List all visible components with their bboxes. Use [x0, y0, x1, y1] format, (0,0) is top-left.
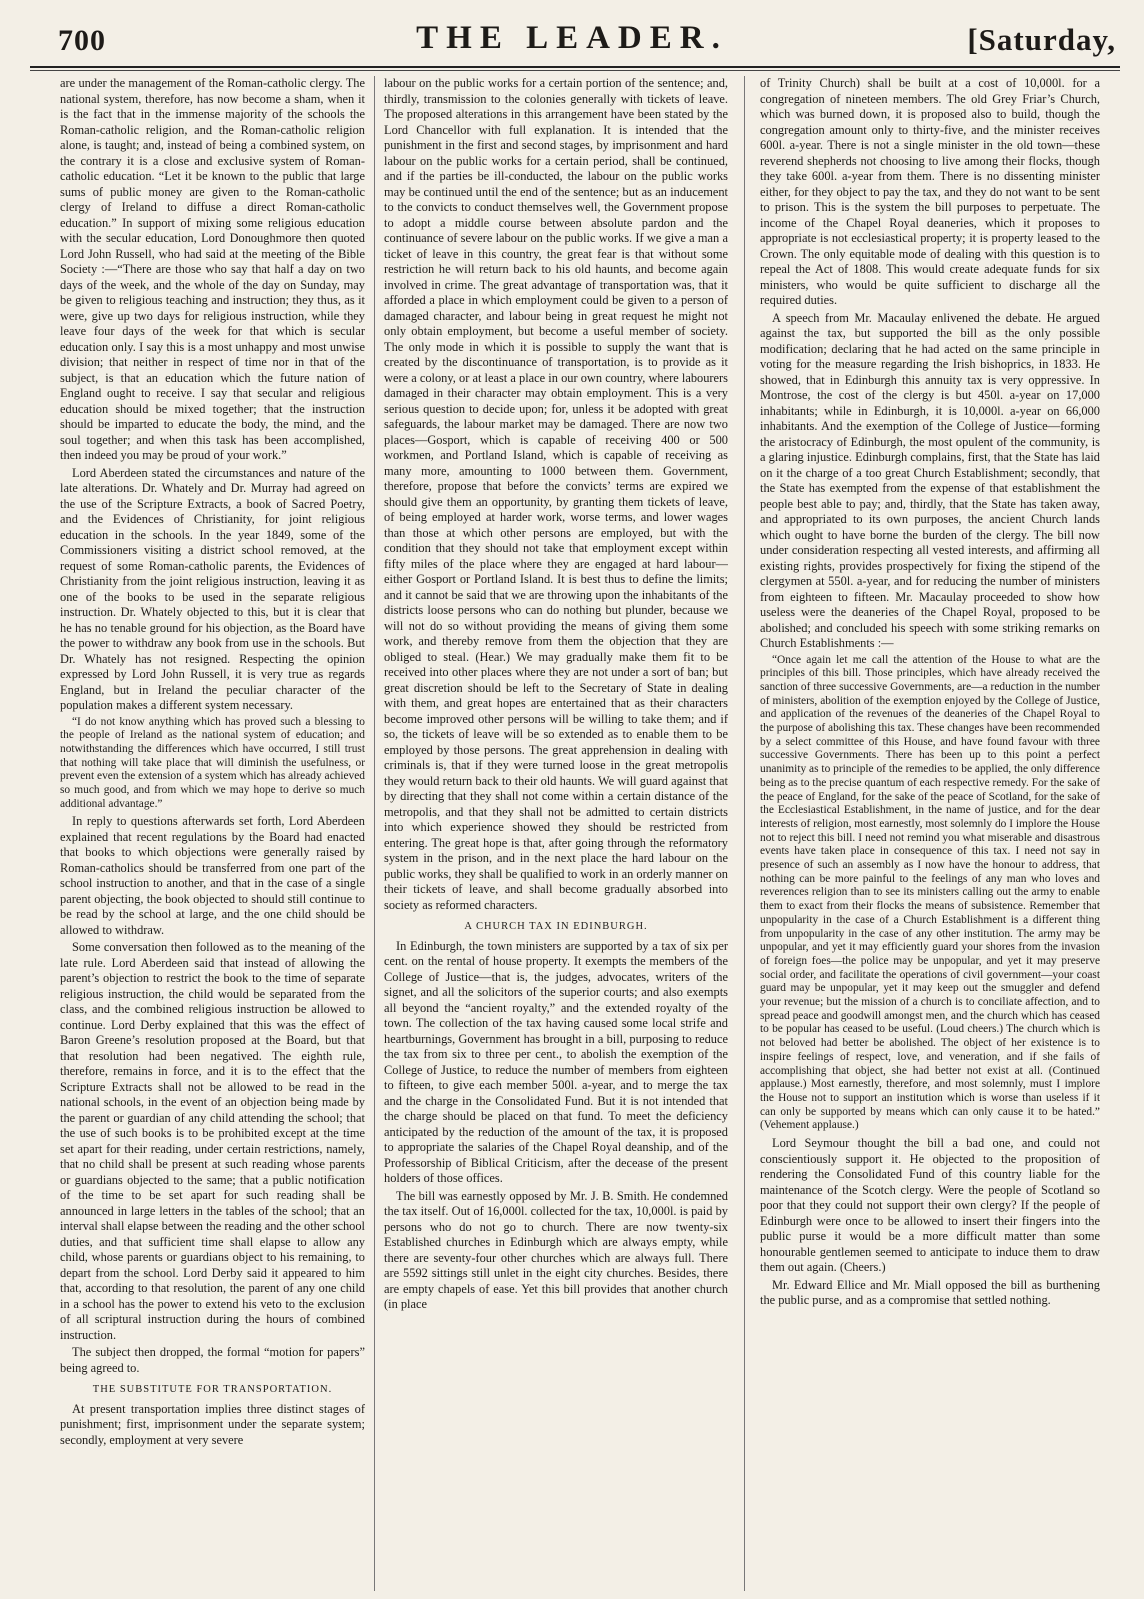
column-2: [384, 76, 728, 1594]
header-rule: [30, 66, 1120, 68]
paragraph: The subject then dropped, the formal “motion for papers” being agreed to.: [60, 1345, 365, 1375]
quotation: “I do not know anything which has proved such a blessing to the people of Ireland as the national system of education; and notwithstanding the differences which have occurred, I still trust that nothing will take place that will diminish the usefulness, or prevent even the extension of a system which has already achieved so much good, and from which we may hope to derive so much additional advantage.”: [60, 715, 365, 810]
paragraph: Lord Aberdeen stated the circumstances and nature of the late alterations. Dr. Whately and Dr. Murray had agreed on the use of the Scripture Extracts, a book of Sacred Poetry, and the Evidences of Christianity, for joint religious education in the schools. In the year 1849, some of the Commissioners visiting a district school removed, at the request of some Roman-catholic parents, the Evidences of Christianity from the joint religious instruction, leaving it as one of the books to be used in the separate religious instruction. Dr. Whately objected to this, but it is clear that he has no tenable ground for his objection, as the Board have the power to withdraw any book from use in the schools. But Dr. Whately has not resigned. Respecting the opinion expressed by Lord John Russell, it is very true as regards England, but in Ireland the peculiar character of the population makes a different system necessary.: [60, 465, 365, 712]
paragraph: The bill was earnestly opposed by Mr. J. B. Smith. He condemned the tax itself. Out of 16,000l. collected for the tax, 10,000l. is paid by persons who do not go to church. There are now twenty-six Established churches in Edinburgh which are always empty, while there are seventy-four other churches which are always full. There are 5592 sittings still unlet in the eight city churches. Besides, there are empty chapels of ease. Yet this bill provides that another church (in place: [384, 1188, 728, 1311]
paragraph: At present transportation implies three distinct stages of punishment; first, imprisonment under the separate system; secondly, employment at very severe: [60, 1401, 365, 1447]
quotation: “Once again let me call the attention of the House to what are the principles of this bill. Those principles, which have already received the sanction of three successive Governments, are—a reduction in the number of ministers, abolition of the exemption enjoyed by the College of Justice, and application of the revenues of the deaneries of the Chapel Royal to the purpose of abolishing this tax. These changes have been recommended by a select committee of this House, and have found favour with three successive Governments. There has been up to this point a perfect unanimity as to principle of the remedies to be applied, the only difference being as to the precise quantum of each respective remedy. For the sake of the peace of England, for the sake of the peace of Scotland, for the sake of the Ecclesiastical Establishment, in the name of justice, and for the dear interests of religion, most earnestly, most solemnly do I implore the House not to reject this bill. I need not remind you what miserable and disastrous events have taken place in consequence of this tax. I need not say in presence of such an assembly as I now have the honour to address, that nothing can be more painful to the feelings of any man who loves and reverences religion than to see its ministers calling out the army to enable them to exact from their flocks the means of subsistence. Remember that unpopularity in the case of a Church Establishment is a different thing from unpopularity in the case of any other institution. The army may be unpopular, and yet it may efficiently guard your shores from the invasion of foreign foes—the police may be unpopular, and yet it may preserve social order, and facilitate the operations of civil government—your coast guard may be unpopular, yet it may keep out the smuggler and defend your revenue; but the mission of a church is to conciliate affection, and to spread peace and goodwill amongst men, and the church which has ceased to be popular has ceased to be useful. (Loud cheers.) The church which is not beloved had better be abolished. The object of her existence is to inspire feelings of respect, love, and veneration, and if she fails of accomplishing that object, she had better not exist at all. (Continued applause.) Most earnestly, therefore, and most solemnly, must I implore the House not to support an institution which is worse than useless if it can only be supported by means which can only cause it to be hated.” (Vehement applause.): [760, 653, 1100, 1132]
paragraph: of Trinity Church) shall be built at a cost of 10,000l. for a congregation of nineteen members. The old Grey Friar’s Church, which was burned down, it is proposed also to build, though the congregation amount only to thirty-five, and the minister receives 600l. a-year. There is not a single minister in the old town—these reverend shepherds not choosing to live among their flocks, though they take 600l. a-year from them. There is no dissenting minister either, for they object to pay the tax, and they do not want to be sent to prison. This is the system the bill purposes to perpetuate. The income of the Chapel Royal deaneries, which it proposes to appropriate is not ecclesiastical property; it is property leased to the Crown. The only equitable mode of dealing with this question is to repeal the Act of 1808. This would create adequate funds for six ministers, who would be quite sufficient to discharge all the required duties.: [760, 76, 1100, 307]
paragraph: are under the management of the Roman-catholic clergy. The national system, therefore, has now become a sham, when it is the fact that in the immense majority of the schools the Roman-catholic religion, and the Roman-catholic religion alone, is taught; and, instead of being a combined system, on the contrary it is a close and exclusive system of Roman-catholic education. “Let it be known to the public that large sums of public money are given to the Roman-catholic clergy of Ireland to diffuse a direct Roman-catholic education.” In support of mixing some religious education with the secular education, Lord Donoughmore then quoted Lord John Russell, who had said at the meeting of the Bible Society :—“There are those who say that half a day on two days of the week, and the whole of the day on Sunday, may be given to religious teaching and instruction; they thus, as it were, give up two days for religious instruction, while they leave four days of the week for that which is secular education only. I say this is a most unhappy and most unwise division; that neither in respect of time nor in that of the subject, is that an education which the future nation of England ought to receive. I say that secular and religious education should be mixed together; that the instruction should be imparted to educate the body, the mind, and the soul together; and when this task has been accomplished, then indeed you may be proud of your work.”: [60, 76, 365, 462]
page-number: 700: [58, 24, 106, 57]
header-rule-thin: [30, 70, 1120, 71]
column-3: [760, 76, 1100, 1594]
page-header: [0, 0, 1144, 72]
paragraph: labour on the public works for a certain portion of the sentence; and, thirdly, transmission to the colonies generally with tickets of leave. The proposed alterations in this arrangement have been stated by the Lord Chancellor with full explanation. It is intended that the punishment in the first and second stages, by imprisonment and hard labour on the public works for a certain period, shall be continued, and if the parties be ill-conducted, the labour on the public works may be continued until the end of the sentence; but as an inducement to the convicts to conduct themselves well, the Government propose to adopt a middle course between absolute pardon and the continuance of severe labour on the public works. If we give a man a ticket of leave in this country, the great fear is that without some restriction he will return back to his old haunts, and become again involved in crime. The great advantage of transportation was, that it afforded a place in which employment could be given to a person of damaged character, and labour being in great request he might not only obtain employment, but become a useful member of society. The only mode in which it is possible to supply the want that is created by the discontinuance of transportation, is to provide as it were a colony, or at least a place in our own country, where labourers damaged in their character may obtain employment. This is a very serious question to decide upon; for, unless it be adopted with great safeguards, the labour market may be damaged. There are now two places—Gosport, which is capable of receiving 400 or 500 workmen, and Portland Island, which is capable of receiving as many more, amounting to 1000 between them. Government, therefore, propose that before the convicts’ terms are expired we should give them an opportunity, by granting them tickets of leave, of being employed at harder work, worse terms, and lower wages than those at which other persons are employed, but with the condition that they should not take that employment except within fifty miles of the place where they are engaged at hard labour—either Gosport or Portland Island. It is best thus to define the limits; and it cannot be said that we are throwing upon the inhabitants of the districts loose persons who can do nothing but plunder, because we will not do so without providing the means of giving them some work, and thereby remove from them the objection that they are obliged to steal. (Hear.) We may gradually make them fit to be received into other places where they are not under a sort of ban; but great discretion should be left to the Secretary of State in dealing with them, and great hopes are entertained that as their characters become improved other persons will be willing to take them; and if so, the tickets of leave will be so extended as to enable them to be employed by those persons. The great apprehension in dealing with criminals is, that if they were turned loose in the great metropolis they would return back to their old haunts. We will guard against that by directing that they shall not come within a certain distance of the metropolis, and that they shall not be admitted to certain districts into which experience showed they should be restricted from entering. The great hope is that, after going through the reformatory system in the prison, and in the next place the hard labour on the public works, they shall be qualified to work in an orderly manner on their tickets of leave, and shall become gradually absorbed into society as reformed characters.: [384, 76, 728, 912]
paragraph: Mr. Edward Ellice and Mr. Miall opposed the bill as burthening the public purse, and as a compromise that settled nothing.: [760, 1277, 1100, 1308]
column-1: [60, 76, 365, 1594]
column-divider: [374, 76, 375, 1591]
paragraph: In Edinburgh, the town ministers are supported by a tax of six per cent. on the rental of house property. It exempts the members of the College of Justice—that is, the judges, advocates, writers of the signet, and all the solicitors of the superior courts; and also exempts all beyond the “ancient royalty,” and the extended royalty of the town. The collection of the tax having caused some local strife and heartburnings, Government has brought in a bill, purposing to reduce the tax from six to three per cent., to abolish the exemption of the College of Justice, to reduce the number of members from eighteen to fifteen, to give each member 500l. a-year, and to merge the tax and the charge in the Consolidated Fund. But it is not intended that the charge should be placed on that fund. To meet the deficiency anticipated by the reduction of the amount of the tax, it is proposed to appropriate the salaries of the Chapel Royal deanship, and of the Professorship of Biblical Criticism, after the decease of the present holders of those offices.: [384, 938, 728, 1185]
section-heading: A CHURCH TAX IN EDINBURGH.: [464, 921, 648, 932]
column-divider: [744, 76, 745, 1591]
paragraph: Some conversation then followed as to the meaning of the late rule. Lord Aberdeen said that instead of allowing the parent’s objection to restrict the book to the time of separate religious instruction, the child would be separated from the class, and the combined religious instruction be allowed to continue. Lord Derby explained that this was the effect of Baron Greene’s resolution proposed at the Board, but that that resolution had been negatived. The eighth rule, therefore, remains in force, and it is to the effect that the Scripture Extracts shall not be allowed to be read in the national schools, in the event of an objection being made by the parent or guardian of any child attending the school; that the use of such books is to be prohibited except at the time set apart for their reading, under certain restrictions, namely, that no child shall be present at such reading whose parents or guardians objected to the same; that a public notification of the time to be set apart for such reading shall be announced in large letters in the tables of the school; that an interval shall elapse between the reading and the other school duties, and that sufficient time shall elapse to allow any child, whose parents or guardians object to his remaining, to depart from the school. Lord Derby said it appeared to him that, according to that resolution, the parent of any one child in a school has the power to extend his veto to the exclusion of all scriptural instruction during the hours of combined instruction.: [60, 940, 365, 1342]
issue-day: [Saturday,: [967, 22, 1116, 57]
paragraph: Lord Seymour thought the bill a bad one, and could not conscientiously support it. He objected to the proposition of rendering the Consolidated Fund of this country liable for the maintenance of the Scotch clergy. Were the people of Scotland so poor that they could not support their own clergy? If the people of Edinburgh were once to be allowed to insert their fingers into the public purse it would be a more difficult matter than some honourable gentlemen seemed to anticipate to induce them to draw them out again. (Cheers.): [760, 1136, 1100, 1275]
section-heading: THE SUBSTITUTE FOR TRANSPORTATION.: [92, 1384, 333, 1396]
masthead-title: THE LEADER.: [416, 20, 728, 56]
paragraph: In reply to questions afterwards set forth, Lord Aberdeen explained that recent regulations by the Board had enacted that books to which objections were generally raised by Roman-catholics should be transferred from one part of the school instruction to another, and that in the case of a single parent objecting, the book objected to should still continue to be read by the school at large, and the one child should be allowed to withdraw.: [60, 814, 365, 937]
paragraph: A speech from Mr. Macaulay enlivened the debate. He argued against the tax, but supported the bill as the only possible modification; declaring that he had acted on the same principle in voting for the measure regarding the Irish bishoprics, in 1833. He showed, that in Edinburgh this annuity tax is very oppressive. In Montrose, the cost of the clergy is but 450l. a-year on 17,000 inhabitants; while in Edinburgh, it is 10,000l. a-year on 66,000 inhabitants. And the exemption of the College of Justice—forming the aristocracy of Edinburgh, the most opulent of the community, is a glaring injustice. Edinburgh complains, first, that the State has laid on it the charge of a too great Church Establishment; secondly, that the State has exempted from the expense of that establishment the people best able to pay; and, thirdly, that the State has taken away, and appropriated to its own purposes, the ancient Church lands which ought to have borne the burden of the clergy. The bill now under consideration respecting all vested interests, and affirming all existing rights, provides prospectively for fixing the stipend of the clergymen at 550l. a-year, and for reducing the number of ministers from eighteen to fifteen. Mr. Macaulay proceeded to show how useless were the deaneries of the Chapel Royal, proposed to be abolished; and concluded his speech with some striking remarks on Church Establishments :—: [760, 310, 1100, 650]
